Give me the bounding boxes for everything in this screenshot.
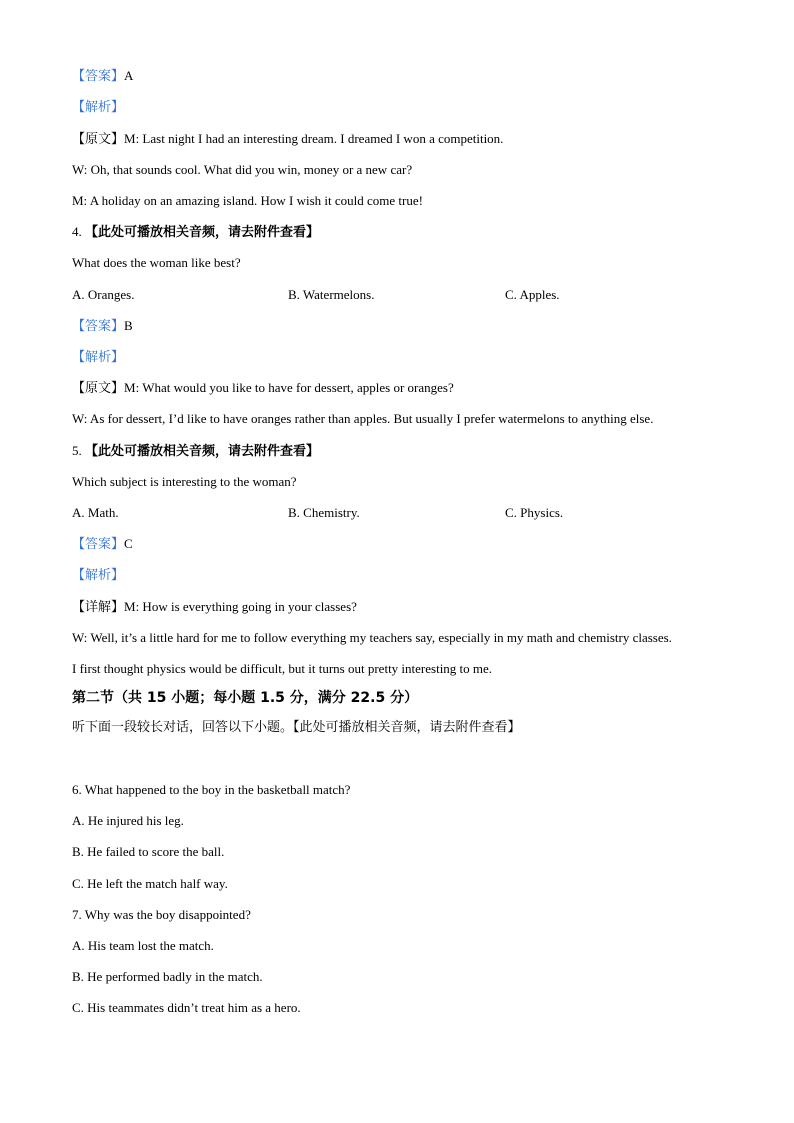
answer-value: B: [124, 318, 133, 333]
audio-note[interactable]: 【此处可播放相关音频，请去附件查看】: [85, 225, 320, 240]
q5-detail-line2: W: Well, it’s a little hard for me to follow everything my teachers say, especially in my math and chemistry classes.: [72, 630, 672, 645]
analysis-tag: 【解析】: [72, 100, 125, 115]
q7-option-a[interactable]: A. His team lost the match.: [72, 938, 214, 953]
q5-option-a[interactable]: A. Math.: [72, 505, 119, 520]
analysis-tag: 【解析】: [72, 568, 125, 583]
q4-option-b[interactable]: B. Watermelons.: [288, 287, 375, 302]
answer-value: C: [124, 536, 133, 551]
q6-option-c[interactable]: C. He left the match half way.: [72, 876, 228, 891]
question-number: 4.: [72, 224, 82, 239]
analysis-tag: 【解析】: [72, 350, 125, 365]
question-number: 5.: [72, 443, 82, 458]
transcript-text: M: Last night I had an interesting dream. I dreamed I won a competition.: [124, 131, 504, 146]
answer-tag: 【答案】: [72, 69, 125, 84]
q7-option-b[interactable]: B. He performed badly in the match.: [72, 969, 263, 984]
q6-option-b[interactable]: B. He failed to score the ball.: [72, 844, 225, 859]
q7-question: 7. Why was the boy disappointed?: [72, 907, 251, 922]
q5-option-c[interactable]: C. Physics.: [505, 505, 564, 520]
q4-question: What does the woman like best?: [72, 255, 241, 270]
original-tag: 【原文】: [72, 381, 125, 396]
q4-option-a[interactable]: A. Oranges.: [72, 287, 135, 302]
q5-detail-line3: I first thought physics would be difficult, but it turns out pretty interesting to me.: [72, 661, 493, 676]
q5-header: [72, 442, 319, 461]
q4-analysis-line: [72, 348, 124, 367]
original-tag: 【原文】: [72, 132, 125, 147]
q4-option-c[interactable]: C. Apples.: [505, 287, 560, 302]
q5-question: Which subject is interesting to the woman?: [72, 474, 297, 489]
q3-original-line3: M: A holiday on an amazing island. How I wish it could come true!: [72, 193, 423, 208]
q3-analysis-line: [72, 98, 124, 117]
q5-answer-line: [72, 535, 133, 554]
q4-original-line1: [72, 379, 454, 398]
q3-original-line2: W: Oh, that sounds cool. What did you win, money or a new car?: [72, 162, 413, 177]
q5-detail-line1: [72, 598, 357, 617]
transcript-text: M: How is everything going in your classes?: [124, 599, 357, 614]
audio-note[interactable]: 【此处可播放相关音频，请去附件查看】: [85, 444, 320, 459]
q4-original-line2: W: As for dessert, I’d like to have oranges rather than apples. But usually I prefer watermelons to anything else.: [72, 411, 654, 426]
answer-tag: 【答案】: [72, 319, 125, 334]
q6-option-a[interactable]: A. He injured his leg.: [72, 813, 184, 828]
section-instruction[interactable]: 听下面一段较长对话，回答以下小题。【此处可播放相关音频，请去附件查看】: [72, 720, 521, 735]
q3-original-line1: [72, 130, 503, 149]
q6-question: 6. What happened to the boy in the basketball match?: [72, 782, 351, 797]
detail-tag: 【详解】: [72, 600, 125, 615]
answer-tag: 【答案】: [72, 537, 125, 552]
q4-answer-line: [72, 317, 133, 336]
answer-value: A: [124, 68, 134, 83]
q3-answer-line: [72, 67, 133, 86]
q5-analysis-line: [72, 566, 124, 585]
q7-option-c[interactable]: C. His teammates didn’t treat him as a hero.: [72, 1000, 301, 1015]
q5-option-b[interactable]: B. Chemistry.: [288, 505, 360, 520]
q4-header: [72, 223, 319, 242]
transcript-text: M: What would you like to have for dessert, apples or oranges?: [124, 380, 454, 395]
section-heading: 第二节（共 15 小题；每小题 1.5 分，满分 22.5 分）: [72, 690, 419, 706]
